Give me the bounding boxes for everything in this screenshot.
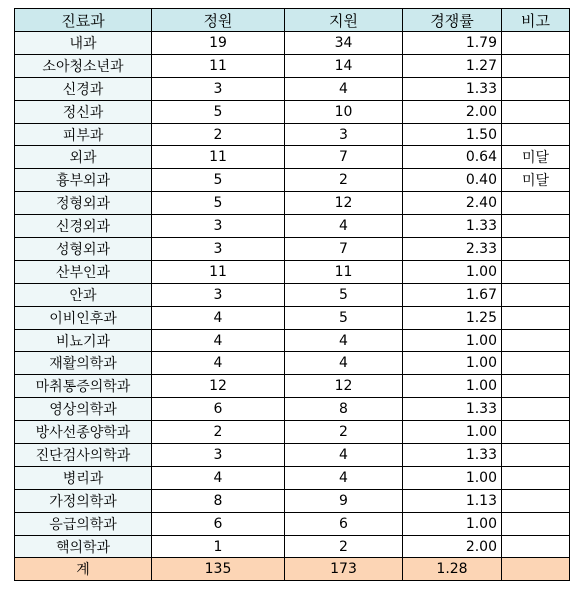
applied-cell: 2 bbox=[285, 169, 403, 192]
quota-cell: 2 bbox=[152, 421, 285, 444]
table-row bbox=[15, 146, 570, 169]
table-row bbox=[15, 54, 570, 77]
note-cell bbox=[502, 283, 570, 306]
applied-cell: 11 bbox=[285, 260, 403, 283]
rate-cell: 1.00 bbox=[403, 375, 502, 398]
rate-cell: 2.00 bbox=[403, 100, 502, 123]
table-row bbox=[15, 421, 570, 444]
quota-cell: 3 bbox=[152, 444, 285, 467]
table-row bbox=[15, 352, 570, 375]
table-row bbox=[15, 260, 570, 283]
applied-cell: 9 bbox=[285, 489, 403, 512]
table-row bbox=[15, 535, 570, 558]
quota-cell: 12 bbox=[152, 375, 285, 398]
rate-cell: 1.00 bbox=[403, 260, 502, 283]
note-cell bbox=[502, 466, 570, 489]
rate-cell: 2.33 bbox=[403, 238, 502, 261]
header-quota: 정원 bbox=[152, 9, 285, 32]
header-note: 비고 bbox=[502, 9, 570, 32]
dept-cell: 병리과 bbox=[15, 466, 152, 489]
applied-cell: 4 bbox=[285, 466, 403, 489]
quota-cell: 4 bbox=[152, 306, 285, 329]
note-cell bbox=[502, 32, 570, 55]
note-cell: 미달 bbox=[502, 169, 570, 192]
note-cell bbox=[502, 306, 570, 329]
dept-cell: 정형외과 bbox=[15, 192, 152, 215]
note-cell bbox=[502, 54, 570, 77]
quota-cell: 3 bbox=[152, 283, 285, 306]
rate-cell: 2.40 bbox=[403, 192, 502, 215]
table-row bbox=[15, 123, 570, 146]
total-rate: 1.28 bbox=[403, 558, 502, 581]
rate-cell: 2.00 bbox=[403, 535, 502, 558]
total-label: 계 bbox=[15, 558, 152, 581]
quota-cell: 6 bbox=[152, 512, 285, 535]
quota-cell: 11 bbox=[152, 146, 285, 169]
note-cell bbox=[502, 77, 570, 100]
total-applied: 173 bbox=[285, 558, 403, 581]
quota-cell: 3 bbox=[152, 215, 285, 238]
dept-cell: 외과 bbox=[15, 146, 152, 169]
note-cell bbox=[502, 352, 570, 375]
rate-cell: 1.00 bbox=[403, 466, 502, 489]
note-cell bbox=[502, 260, 570, 283]
dept-cell: 산부인과 bbox=[15, 260, 152, 283]
applied-cell: 12 bbox=[285, 192, 403, 215]
table-row bbox=[15, 512, 570, 535]
table-row bbox=[15, 306, 570, 329]
applied-cell: 4 bbox=[285, 215, 403, 238]
rate-cell: 0.40 bbox=[403, 169, 502, 192]
table-row bbox=[15, 238, 570, 261]
rate-cell: 1.67 bbox=[403, 283, 502, 306]
quota-cell: 6 bbox=[152, 398, 285, 421]
rate-cell: 1.50 bbox=[403, 123, 502, 146]
quota-cell: 3 bbox=[152, 238, 285, 261]
applied-cell: 8 bbox=[285, 398, 403, 421]
note-cell: 미달 bbox=[502, 146, 570, 169]
quota-cell: 19 bbox=[152, 32, 285, 55]
dept-cell: 신경외과 bbox=[15, 215, 152, 238]
table-body bbox=[15, 32, 570, 558]
rate-cell: 1.33 bbox=[403, 444, 502, 467]
applied-cell: 12 bbox=[285, 375, 403, 398]
note-cell bbox=[502, 215, 570, 238]
note-cell bbox=[502, 512, 570, 535]
table-row bbox=[15, 489, 570, 512]
applied-cell: 10 bbox=[285, 100, 403, 123]
applied-cell: 5 bbox=[285, 306, 403, 329]
rate-cell: 1.25 bbox=[403, 306, 502, 329]
header-row bbox=[15, 9, 570, 32]
table-row bbox=[15, 329, 570, 352]
dept-cell: 방사선종양학과 bbox=[15, 421, 152, 444]
applied-cell: 14 bbox=[285, 54, 403, 77]
quota-cell: 11 bbox=[152, 54, 285, 77]
note-cell bbox=[502, 398, 570, 421]
total-row bbox=[15, 558, 570, 581]
table-row bbox=[15, 192, 570, 215]
dept-cell: 내과 bbox=[15, 32, 152, 55]
note-cell bbox=[502, 444, 570, 467]
table-row bbox=[15, 444, 570, 467]
applied-cell: 7 bbox=[285, 238, 403, 261]
quota-cell: 4 bbox=[152, 329, 285, 352]
quota-cell: 5 bbox=[152, 100, 285, 123]
dept-cell: 소아청소년과 bbox=[15, 54, 152, 77]
table-row bbox=[15, 77, 570, 100]
applied-cell: 2 bbox=[285, 535, 403, 558]
header-dept: 진료과 bbox=[15, 9, 152, 32]
dept-cell: 정신과 bbox=[15, 100, 152, 123]
rate-cell: 1.27 bbox=[403, 54, 502, 77]
rate-cell: 1.00 bbox=[403, 421, 502, 444]
table-row bbox=[15, 466, 570, 489]
table-row bbox=[15, 398, 570, 421]
applied-cell: 7 bbox=[285, 146, 403, 169]
applied-cell: 5 bbox=[285, 283, 403, 306]
quota-cell: 5 bbox=[152, 192, 285, 215]
rate-cell: 0.64 bbox=[403, 146, 502, 169]
table-row bbox=[15, 32, 570, 55]
rate-cell: 1.00 bbox=[403, 352, 502, 375]
table-row bbox=[15, 283, 570, 306]
quota-cell: 8 bbox=[152, 489, 285, 512]
dept-cell: 흉부외과 bbox=[15, 169, 152, 192]
note-cell bbox=[502, 329, 570, 352]
total-quota: 135 bbox=[152, 558, 285, 581]
applied-cell: 34 bbox=[285, 32, 403, 55]
note-cell bbox=[502, 123, 570, 146]
table-row bbox=[15, 100, 570, 123]
dept-cell: 이비인후과 bbox=[15, 306, 152, 329]
rate-cell: 1.79 bbox=[403, 32, 502, 55]
quota-cell: 5 bbox=[152, 169, 285, 192]
quota-cell: 11 bbox=[152, 260, 285, 283]
rate-cell: 1.13 bbox=[403, 489, 502, 512]
rate-cell: 1.33 bbox=[403, 77, 502, 100]
quota-cell: 4 bbox=[152, 466, 285, 489]
note-cell bbox=[502, 192, 570, 215]
table-row bbox=[15, 375, 570, 398]
rate-cell: 1.00 bbox=[403, 512, 502, 535]
quota-cell: 4 bbox=[152, 352, 285, 375]
header-applied: 지원 bbox=[285, 9, 403, 32]
rate-cell: 1.33 bbox=[403, 215, 502, 238]
table-row bbox=[15, 169, 570, 192]
quota-cell: 3 bbox=[152, 77, 285, 100]
quota-cell: 2 bbox=[152, 123, 285, 146]
dept-cell: 재활의학과 bbox=[15, 352, 152, 375]
applied-cell: 4 bbox=[285, 77, 403, 100]
dept-cell: 피부과 bbox=[15, 123, 152, 146]
note-cell bbox=[502, 489, 570, 512]
dept-cell: 마취통증의학과 bbox=[15, 375, 152, 398]
header-rate: 경쟁률 bbox=[403, 9, 502, 32]
note-cell bbox=[502, 238, 570, 261]
quota-cell: 1 bbox=[152, 535, 285, 558]
rate-cell: 1.00 bbox=[403, 329, 502, 352]
applied-cell: 2 bbox=[285, 421, 403, 444]
total-note bbox=[502, 558, 570, 581]
dept-cell: 신경과 bbox=[15, 77, 152, 100]
note-cell bbox=[502, 535, 570, 558]
applied-cell: 3 bbox=[285, 123, 403, 146]
residency-applications-table bbox=[14, 8, 570, 581]
dept-cell: 진단검사의학과 bbox=[15, 444, 152, 467]
dept-cell: 응급의학과 bbox=[15, 512, 152, 535]
dept-cell: 가정의학과 bbox=[15, 489, 152, 512]
rate-cell: 1.33 bbox=[403, 398, 502, 421]
applied-cell: 4 bbox=[285, 352, 403, 375]
table-row bbox=[15, 215, 570, 238]
note-cell bbox=[502, 421, 570, 444]
dept-cell: 안과 bbox=[15, 283, 152, 306]
applied-cell: 6 bbox=[285, 512, 403, 535]
dept-cell: 영상의학과 bbox=[15, 398, 152, 421]
note-cell bbox=[502, 375, 570, 398]
note-cell bbox=[502, 100, 570, 123]
dept-cell: 성형외과 bbox=[15, 238, 152, 261]
applied-cell: 4 bbox=[285, 444, 403, 467]
dept-cell: 비뇨기과 bbox=[15, 329, 152, 352]
applied-cell: 4 bbox=[285, 329, 403, 352]
dept-cell: 핵의학과 bbox=[15, 535, 152, 558]
